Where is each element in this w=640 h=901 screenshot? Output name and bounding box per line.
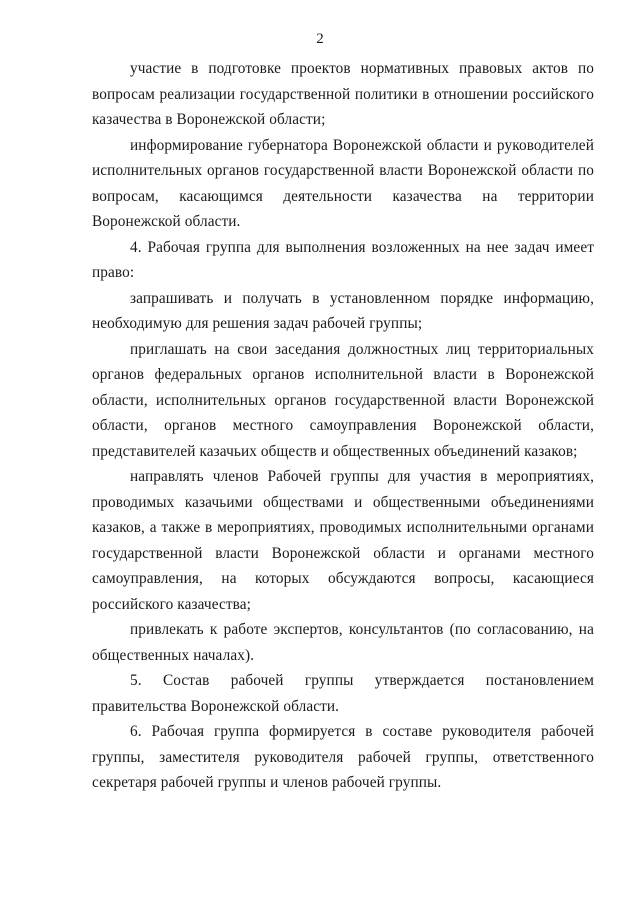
paragraph-invite-officials: приглашать на свои заседания должностных лиц территориальных органов федеральных органов исполнительной власти в Воронежской области, исполнительных органов государственной власти Воронежской области, органов местного самоуправления Воронежской области, представителей казачьих обществ и общественных объединений казаков; <box>92 340 594 460</box>
paragraph-section-6-formation: 6. Рабочая группа формируется в составе руководителя рабочей группы, заместителя руководителя рабочей группы, ответственного секретаря рабочей группы и членов рабочей группы. <box>92 723 594 791</box>
paragraph-send-members: направлять членов Рабочей группы для участия в мероприятиях, проводимых казачьими обществами и общественными объединениями казаков, а также в мероприятиях, проводимых исполнительными органами государственной власти Воронежской области и органами местного самоуправления, на которых обсуждаются вопросы, касающиеся российского казачества; <box>92 468 594 613</box>
paragraph-participation: участие в подготовке проектов нормативных правовых актов по вопросам реализации государственной политики в отношении российского казачества в Воронежской области; <box>92 60 594 128</box>
document-body <box>92 56 594 796</box>
page-number: 2 <box>316 31 324 47</box>
paragraph-section-5-composition: 5. Состав рабочей группы утверждается постановлением правительства Воронежской области. <box>92 672 594 715</box>
paragraph-informing: информирование губернатора Воронежской области и руководителей исполнительных органов государственной власти Воронежской области по вопросам, касающимся деятельности казачества на территории Воронежской области. <box>92 136 594 230</box>
paragraph-request-information: запрашивать и получать в установленном порядке информацию, необходимую для решения задач рабочей группы; <box>92 289 594 332</box>
paragraph-engage-experts: привлекать к работе экспертов, консультантов (по согласованию, на общественных началах). <box>92 621 594 664</box>
paragraph-section-4-rights: 4. Рабочая группа для выполнения возложенных на нее задач имеет право: <box>92 238 594 281</box>
